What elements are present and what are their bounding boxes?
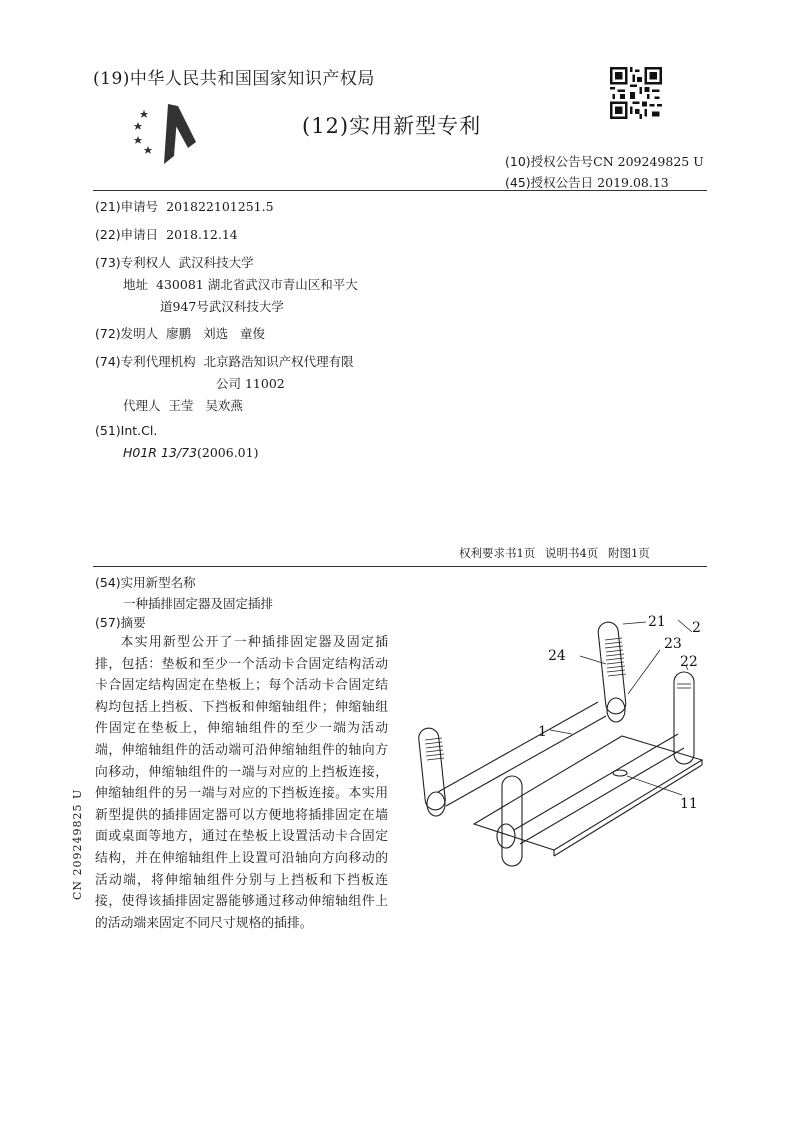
publication-date: [505, 173, 669, 191]
side-publication-number: CN 209249825 U: [71, 788, 84, 900]
int-cl-version: (2006.01): [197, 445, 259, 460]
figure-label-1: 1: [538, 724, 547, 740]
patentee-value: 武汉科技大学: [178, 255, 254, 270]
address-label: 地址: [123, 277, 149, 292]
utility-model-title: 一种插排固定器及固定插排: [123, 596, 274, 611]
header-divider: [93, 190, 707, 191]
utility-model-title-label: [95, 573, 196, 591]
int-cl: [95, 423, 157, 438]
figure-label-22: 22: [680, 654, 698, 670]
abstract-text: 本实用新型公开了一种插排固定器及固定插排，包括：垫板和至少一个活动卡合固定结构活动卡合固定结构固定在垫板上；每个活动卡合固定结构均包括上挡板、下挡板和伸缩轴组件；伸缩轴组件固定在垫板上，伸缩轴组件的至少一端为活动端，伸缩轴组件的活动端可沿伸缩轴组件的轴向方向移动，伸缩轴组件的一端与对应的上挡板连接，伸缩轴组件的另一端与对应的下挡板连接。本实用新型提供的插排固定器可以方便地将插排固定在墙面或桌面等地方，通过在垫板上设置活动卡合固定结构，并在伸缩轴组件上设置可沿轴向方向移动的活动端，将伸缩轴组件分别与上挡板和下挡板连接，使得该插排固定器能够通过移动伸缩轴组件上的活动端来固定不同尺寸规格的插排。: [95, 635, 388, 931]
agents: [123, 396, 243, 414]
filing-date-label: (22)申请日: [95, 227, 159, 242]
application-number-label: (21)申请号: [95, 199, 159, 214]
page-count-info: 权利要求书1页 说明书4页 附图1页: [459, 546, 650, 560]
office-name: (19)中华人民共和国国家知识产权局: [93, 69, 375, 89]
address-line1: 430081 湖北省武汉市青山区和平大: [156, 277, 358, 292]
inventors-value: 廖鹏 刘选 童俊: [166, 326, 266, 341]
agency-line1: 北京路浩知识产权代理有限: [203, 354, 354, 369]
cnipa-logo: [130, 98, 200, 168]
abstract-label: (57)摘要: [95, 615, 146, 630]
abstract-heading: [95, 613, 146, 631]
patentee-label: (73)专利权人: [95, 255, 171, 270]
title-label: (54)实用新型名称: [95, 575, 196, 590]
int-cl-classification: [123, 445, 258, 460]
agency-line2: 公司 11002: [216, 376, 285, 391]
figure-label-11: 11: [680, 796, 698, 812]
section-divider: [93, 566, 707, 567]
agency: [95, 352, 354, 370]
agents-value: 王莹 吴欢燕: [168, 398, 243, 413]
address: [123, 275, 358, 293]
filing-date: [95, 225, 238, 243]
inventors: [95, 324, 265, 342]
int-cl-label: (51)Int.Cl.: [95, 423, 158, 438]
filing-date-value: 2018.12.14: [166, 227, 238, 242]
address-line2: 道947号武汉科技大学: [160, 299, 284, 314]
patentee: [95, 253, 254, 271]
int-cl-code: H01R 13/73: [123, 445, 197, 460]
publication-number-value: CN 209249825 U: [593, 154, 704, 169]
figure-label-24: 24: [548, 648, 566, 664]
document-type: (12)实用新型专利: [302, 114, 482, 138]
figure-label-2: 2: [692, 620, 701, 636]
application-number-value: 201822101251.5: [166, 199, 274, 214]
inventors-label: (72)发明人: [95, 326, 159, 341]
publication-date-value: 2019.08.13: [597, 175, 669, 190]
application-number: [95, 197, 274, 215]
agency-label: (74)专利代理机构: [95, 354, 196, 369]
figure-label-21: 21: [648, 614, 666, 630]
agents-label: 代理人: [123, 398, 161, 413]
publication-date-label: (45)授权公告日: [505, 175, 594, 190]
figure-label-23: 23: [664, 636, 682, 652]
publication-number: [505, 152, 704, 170]
qr-code-icon: [610, 67, 662, 119]
device-figure: [402, 610, 722, 870]
publication-number-label: (10)授权公告号: [505, 154, 594, 169]
